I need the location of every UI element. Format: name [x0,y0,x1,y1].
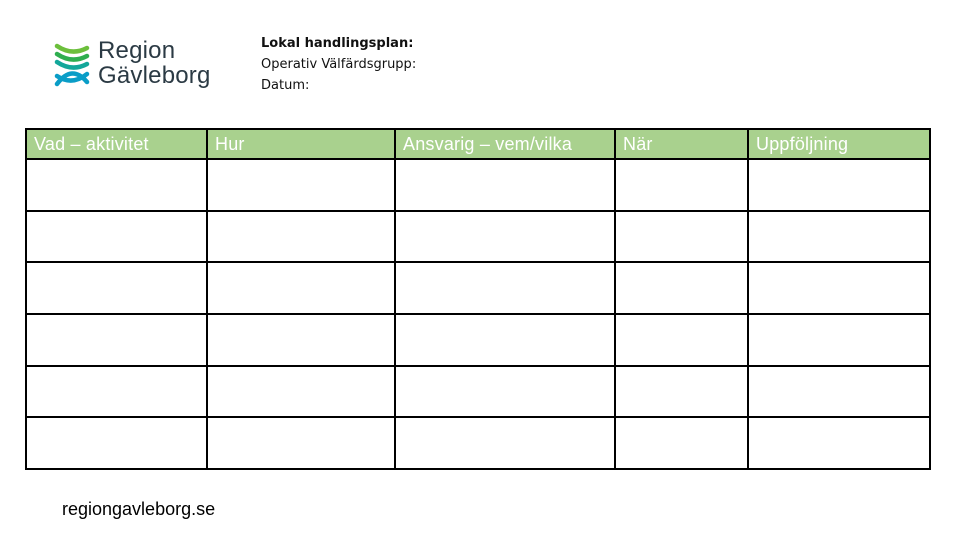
table-cell-hur[interactable] [207,262,395,314]
logo-line-2: Gävleborg [98,62,211,89]
plan-date-label: Datum: [261,78,310,93]
table-cell-hur[interactable] [207,159,395,211]
table-cell-vad[interactable] [26,262,207,314]
table-cell-hur[interactable] [207,417,395,469]
table-cell-ansvarig[interactable] [395,159,615,211]
table-cell-nar[interactable] [615,417,748,469]
logo-line-1: Region [98,37,176,64]
table-cell-vad[interactable] [26,417,207,469]
table-cell-ansvarig[interactable] [395,262,615,314]
table-row [26,211,930,263]
table-row [26,417,930,469]
table-header-row [26,129,930,159]
table-cell-nar[interactable] [615,314,748,366]
column-header-uppfoljning: Uppföljning [748,129,930,159]
table-row [26,366,930,418]
table-cell-uppfoljning[interactable] [748,417,930,469]
column-header-ansvarig: Ansvarig – vem/vilka [395,129,615,159]
table-cell-nar[interactable] [615,211,748,263]
logo-wordmark [98,38,211,88]
table-row [26,159,930,211]
table-row [26,314,930,366]
column-header-nar: När [615,129,748,159]
action-plan-table [25,128,931,470]
column-header-hur: Hur [207,129,395,159]
table-cell-vad[interactable] [26,211,207,263]
table-cell-hur[interactable] [207,211,395,263]
table-cell-vad[interactable] [26,314,207,366]
table-cell-hur[interactable] [207,366,395,418]
table-cell-ansvarig[interactable] [395,211,615,263]
table-cell-uppfoljning[interactable] [748,366,930,418]
table-row [26,262,930,314]
table-cell-ansvarig[interactable] [395,314,615,366]
table-cell-vad[interactable] [26,366,207,418]
logo-mark-icon [54,42,90,88]
table-cell-hur[interactable] [207,314,395,366]
table-cell-nar[interactable] [615,366,748,418]
table-cell-nar[interactable] [615,159,748,211]
table-cell-ansvarig[interactable] [395,417,615,469]
table-cell-uppfoljning[interactable] [748,262,930,314]
table-cell-uppfoljning[interactable] [748,159,930,211]
plan-group-label: Operativ Välfärdsgrupp: [261,57,417,72]
plan-title: Lokal handlingsplan: [261,36,414,51]
footer-url[interactable]: regiongavleborg.se [62,499,216,519]
table-cell-ansvarig[interactable] [395,366,615,418]
table-cell-uppfoljning[interactable] [748,211,930,263]
region-gavleborg-logo [54,38,219,98]
table-body [26,159,930,469]
column-header-vad: Vad – aktivitet [26,129,207,159]
table-cell-vad[interactable] [26,159,207,211]
table-cell-nar[interactable] [615,262,748,314]
plan-header [261,33,416,96]
table-cell-uppfoljning[interactable] [748,314,930,366]
